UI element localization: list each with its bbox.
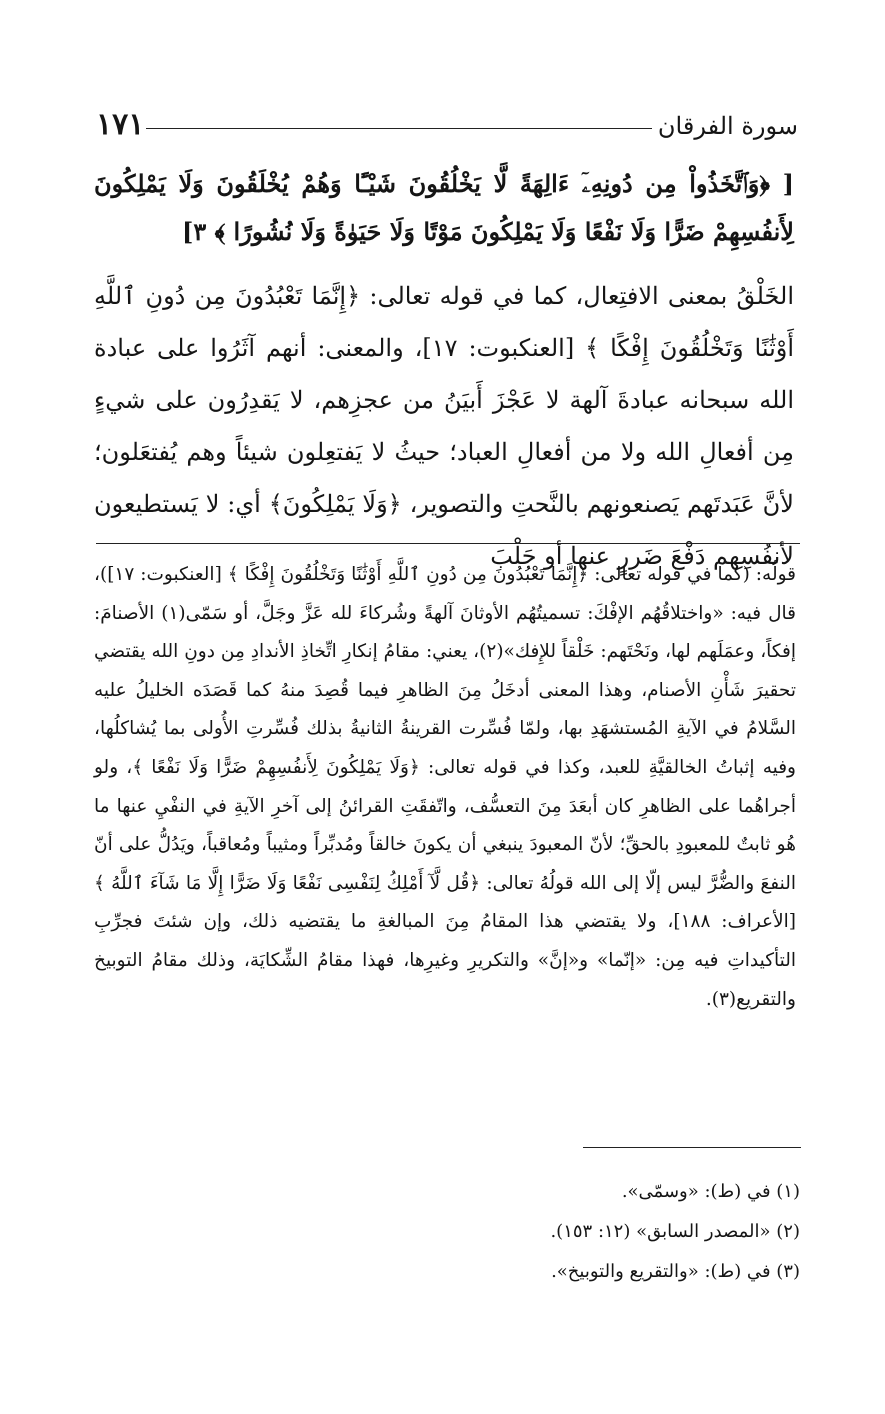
surah-title: سورة الفرقان [657, 112, 798, 140]
footnote-2: (٢) «المصدر السابق» (١٢: ١٥٣). [550, 1221, 800, 1242]
main-paragraph: الخَلْقُ بمعنى الافتِعال، كما في قوله تعالى: ﴿إِنَّمَا تَعْبُدُونَ مِن دُونِ ٱللَّهِ أَوْثَٰنًا وَتَخْلُقُونَ إِفْكًا ﴾ [العنكبوت: ١٧]، والمعنى: أنهم آثَرُوا على عبادة الله سبحانه عبادةَ آلهة لا عَجْزَ أَبيَنُ من عجزِهم، لا يَقدِرُون على شيءٍ مِن أفعالِ الله ولا من أفعالِ العباد؛ حيثُ لا يَفتعِلون شيئاً وهم يُفتعَلون؛ لأنَّ عَبَدتَهم يَصنعونهم بالنَّحتِ والتصوير، ﴿وَلَا يَمْلِكُونَ﴾ أي: لا يَستطيعون لأنفُسِهم دَفْعَ ضَررٍ عنها أو جَلْبَ [94, 282, 795, 570]
main-text [94, 270, 795, 570]
quran-verse: [ ﴿وَٱتَّخَذُواْ مِن دُونِهِۦٓ ءَالِهَةً لَّا يَخْلُقُونَ شَيْـًٔا وَهُمْ يُخْلَقُونَ وَلَا يَمْلِكُونَ لِأَنفُسِهِمْ ضَرًّا وَلَا نَفْعًا وَلَا يَمْلِكُونَ مَوْتًا وَلَا حَيَوٰةً وَلَا نُشُورًا ﴾ ٣] [94, 169, 794, 246]
footnote-3: (٣) في (ط): «والتقريع والتوبيخ». [551, 1261, 800, 1282]
page-header [96, 102, 798, 146]
footnote-1: (١) في (ط): «وسمّى». [621, 1181, 800, 1202]
footnote-divider [583, 1147, 801, 1148]
page-number: ١٧١ [96, 107, 145, 142]
footnotes [400, 1172, 800, 1292]
commentary-text [94, 556, 796, 1126]
commentary-paragraph: قولُه: (كما في قوله تعالى: ﴿إِنَّمَا تَعْبُدُونَ مِن دُونِ ٱللَّهِ أَوْثَٰنًا وَتَخْلُقُونَ إِفْكًا ﴾ [العنكبوت: ١٧])، قال فيه: «واختلاقُهُم الإفْكَ: تسميتُهُم الأوثانَ آلهةً وشُركاءَ لله عَزَّ وجَلَّ، أو سَمّى(١) الأصنامَ: إفكاً، وعمَلَهم لها، ونَحْتَهم: خَلْقاً للإِفك»(٢)، يعني: مقامُ إنكارِ اتِّخاذِ الأندادِ مِن دونِ الله يقتضي تحقيرَ شَأْنِ الأصنام، وهذا المعنى أدخَلُ مِنَ الظاهرِ فيما قُصِدَ منهُ كما قَصَدَه الخليلُ عليه السَّلامُ في الآيةِ المُستشهَدِ بها، ولمّا فُسِّرت القرينةُ الثانيةُ بذلك فُسِّرتِ الأُولى بما يُشاكلُها، وفيه إثباتُ الخالقيَّةِ للعبد، وكذا في قوله تعالى: ﴿وَلَا يَمْلِكُونَ لِأَنفُسِهِمْ ضَرًّا وَلَا نَفْعًا ﴾، ولو أجراهُما على الظاهرِ كان أبعَدَ مِنَ التعسُّف، واتّفقَتِ القرائنُ إلى آخرِ الآيةِ في النفْيِ عنها ما هُو ثابتٌ للمعبودِ بالحقِّ؛ لأنّ المعبودَ ينبغي أن يكونَ خالقاً ومُدبِّراً ومثيباً ومُعاقباً، ويَدُلُّ على أنّ النفعَ والضُّرَّ ليس إلّا إلى الله قولُهُ تعالى: ﴿قُل لَّآ أَمْلِكُ لِنَفْسِى نَفْعًا وَلَا ضَرًّا إِلَّا مَا شَآءَ ٱللَّهُ ﴾ [الأعراف: ١٨٨]، ولا يقتضي هذا المقامُ مِنَ المبالغةِ ما يقتضيه ذلك، وإن شئتَ فجرِّبِ التأكيداتِ فيه مِن: «إنّما» و«إنَّ» والتكريرِ وغيرِها، فهذا مقامُ الشِّكايَة، وذلك مقامُ التوبيخ والتقريع(٣). [94, 564, 797, 1010]
header-rule [146, 128, 652, 129]
section-divider [96, 543, 800, 544]
